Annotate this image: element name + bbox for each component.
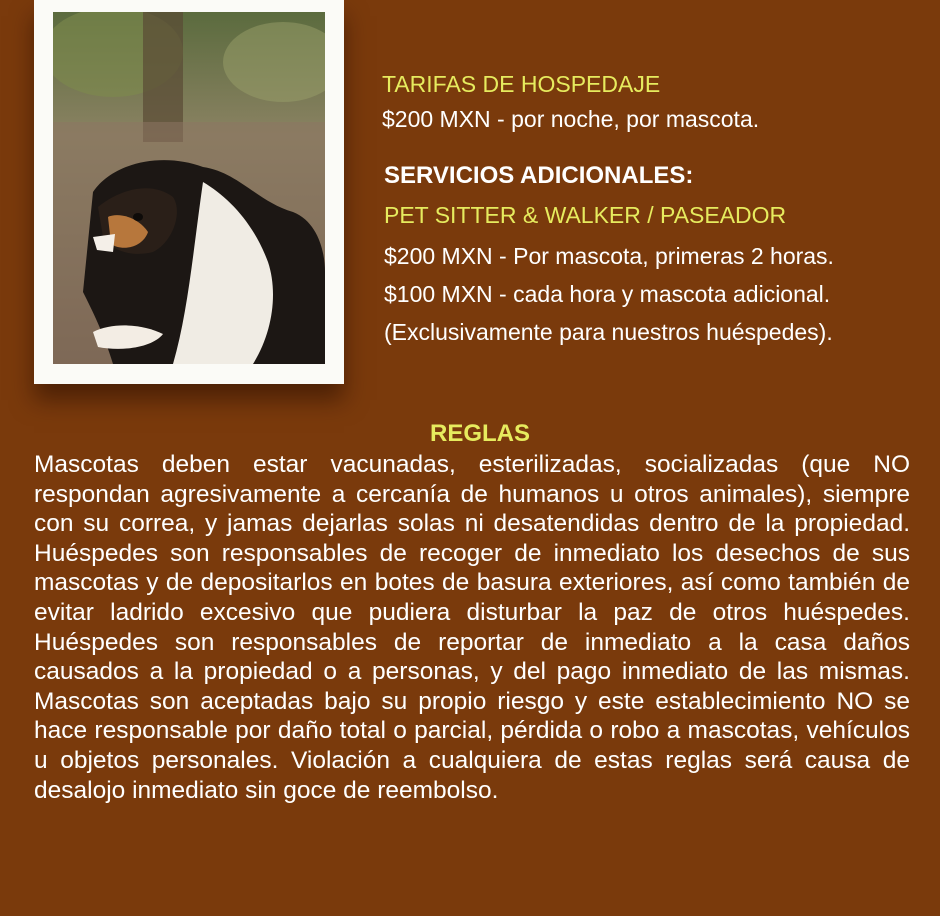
walker-title: PET SITTER & WALKER / PASEADOR bbox=[384, 202, 787, 228]
dog-illustration bbox=[53, 12, 325, 364]
walker-price-additional: $100 MXN - cada hora y mascota adicional. bbox=[384, 281, 831, 307]
rates-price: $200 MXN - por noche, por mascota. bbox=[382, 106, 760, 132]
walker-price-first: $200 MXN - Por mascota, primeras 2 horas. bbox=[384, 243, 834, 269]
rates-title: TARIFAS DE HOSPEDAJE bbox=[382, 71, 661, 97]
rules-title: REGLAS bbox=[429, 420, 530, 447]
photo-frame bbox=[34, 0, 344, 384]
rules-text: Mascotas deben estar vacunadas, esterilizadas, socializadas (que NO respondan agresivamente a cercanía de humanos u otros animales), siempre con su correa, y jamas dejarlas solas ni desatendidas dentro de la propiedad. Huéspedes son responsables de recoger de inmediato los desechos de sus mascotas y de depositarlos en botes de basura exteriores, así como también de evitar ladrido excesivo que pudiera disturbar la paz de otros huéspedes. Huéspedes son responsables de reportar de inmediato a la casa daños causados a la propiedad o a personas, y del pago inmediato de las mismas. Mascotas son aceptadas bajo su propio riesgo y este establecimiento NO se hace responsable por daño total o parcial, pérdida o robo a mascotas, vehículos u objetos personales. Violación a cualquiera de estas reglas será causa de desalojo inmediato sin goce de reembolso. bbox=[34, 451, 910, 804]
extras-title: SERVICIOS ADICIONALES: bbox=[384, 162, 694, 189]
dog-photo bbox=[53, 12, 325, 364]
walker-note: (Exclusivamente para nuestros huéspedes). bbox=[384, 319, 833, 345]
